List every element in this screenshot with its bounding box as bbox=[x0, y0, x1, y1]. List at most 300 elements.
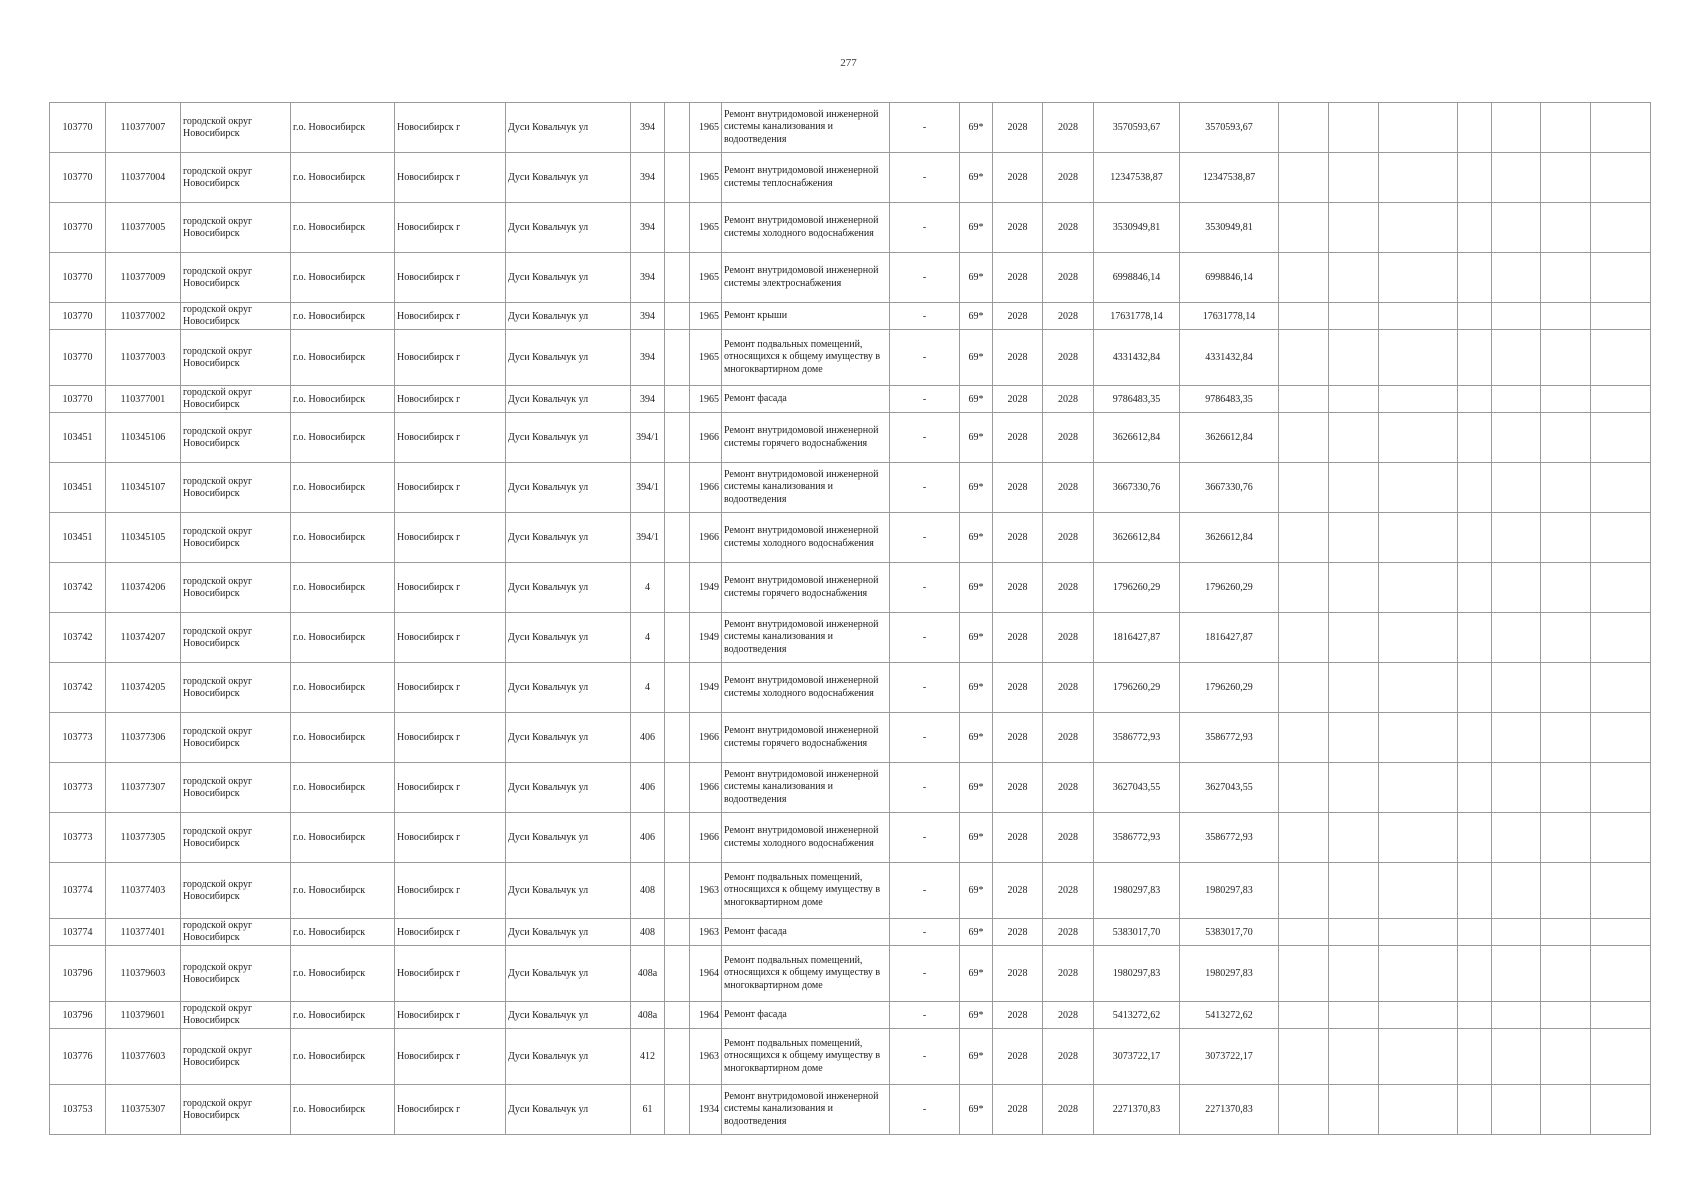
cell-amount: 17631778,14 bbox=[1094, 303, 1180, 330]
table-row bbox=[50, 103, 1651, 153]
table-row bbox=[50, 946, 1651, 1002]
cell-amount: 5413272,62 bbox=[1094, 1002, 1180, 1029]
cell-empty bbox=[1458, 386, 1492, 413]
cell-city: Новосибирск г bbox=[395, 813, 506, 863]
cell-district: г.о. Новосибирск bbox=[291, 713, 395, 763]
cell-amount: 3626612,84 bbox=[1094, 413, 1180, 463]
cell-district: г.о. Новосибирск bbox=[291, 153, 395, 203]
cell-house: 408а bbox=[631, 1002, 665, 1029]
cell-district: г.о. Новосибирск bbox=[291, 1002, 395, 1029]
cell-empty bbox=[1379, 946, 1458, 1002]
cell-empty bbox=[1492, 1029, 1541, 1085]
cell-extra bbox=[665, 330, 690, 386]
cell-empty bbox=[1379, 330, 1458, 386]
cell-house: 4 bbox=[631, 563, 665, 613]
cell-total: 3530949,81 bbox=[1180, 203, 1279, 253]
cell-city: Новосибирск г bbox=[395, 613, 506, 663]
cell-total: 4331432,84 bbox=[1180, 330, 1279, 386]
table-row bbox=[50, 563, 1651, 613]
cell-municipality: городской округ Новосибирск bbox=[181, 946, 291, 1002]
cell-empty bbox=[1279, 413, 1329, 463]
cell-empty bbox=[1492, 713, 1541, 763]
cell-street: Дуси Ковальчук ул bbox=[506, 813, 631, 863]
cell-street: Дуси Ковальчук ул bbox=[506, 330, 631, 386]
page-number: 277 bbox=[840, 57, 857, 69]
cell-id: 103742 bbox=[50, 613, 106, 663]
cell-empty bbox=[1541, 663, 1591, 713]
cell-id: 103796 bbox=[50, 1002, 106, 1029]
cell-empty bbox=[1379, 763, 1458, 813]
cell-year-start: 2028 bbox=[993, 863, 1043, 919]
cell-id: 103774 bbox=[50, 919, 106, 946]
table-row bbox=[50, 253, 1651, 303]
cell-empty bbox=[1379, 153, 1458, 203]
cell-empty bbox=[1279, 253, 1329, 303]
cell-empty bbox=[1541, 103, 1591, 153]
cell-city: Новосибирск г bbox=[395, 303, 506, 330]
cell-extra bbox=[665, 663, 690, 713]
table-row bbox=[50, 386, 1651, 413]
cell-empty bbox=[1329, 663, 1379, 713]
cell-empty bbox=[1329, 813, 1379, 863]
cell-id: 103796 bbox=[50, 946, 106, 1002]
cell-dash: - bbox=[890, 919, 960, 946]
cell-house: 394/1 bbox=[631, 413, 665, 463]
cell-code-69: 69* bbox=[960, 663, 993, 713]
cell-district: г.о. Новосибирск bbox=[291, 1085, 395, 1135]
cell-empty bbox=[1458, 1029, 1492, 1085]
cell-empty bbox=[1591, 613, 1651, 663]
cell-house: 394 bbox=[631, 386, 665, 413]
cell-house: 4 bbox=[631, 663, 665, 713]
cell-district: г.о. Новосибирск bbox=[291, 1029, 395, 1085]
cell-empty bbox=[1591, 330, 1651, 386]
cell-code-69: 69* bbox=[960, 919, 993, 946]
cell-street: Дуси Ковальчук ул bbox=[506, 919, 631, 946]
cell-work-type: Ремонт внутридомовой инженерной системы канализования и водоотведения bbox=[722, 613, 890, 663]
cell-work-type: Ремонт внутридомовой инженерной системы канализования и водоотведения bbox=[722, 463, 890, 513]
cell-extra bbox=[665, 763, 690, 813]
cell-empty bbox=[1458, 1085, 1492, 1135]
cell-amount: 9786483,35 bbox=[1094, 386, 1180, 413]
cell-empty bbox=[1379, 386, 1458, 413]
cell-amount: 3586772,93 bbox=[1094, 813, 1180, 863]
cell-empty bbox=[1591, 663, 1651, 713]
cell-work-type: Ремонт внутридомовой инженерной системы теплоснабжения bbox=[722, 153, 890, 203]
cell-work-type: Ремонт внутридомовой инженерной системы холодного водоснабжения bbox=[722, 663, 890, 713]
cell-year-end: 2028 bbox=[1043, 763, 1094, 813]
cell-empty bbox=[1379, 303, 1458, 330]
cell-empty bbox=[1279, 713, 1329, 763]
cell-empty bbox=[1279, 103, 1329, 153]
cell-extra bbox=[665, 103, 690, 153]
cell-empty bbox=[1591, 863, 1651, 919]
cell-id: 103773 bbox=[50, 713, 106, 763]
cell-amount: 3627043,55 bbox=[1094, 763, 1180, 813]
cell-code-69: 69* bbox=[960, 413, 993, 463]
cell-year-end: 2028 bbox=[1043, 613, 1094, 663]
cell-year-end: 2028 bbox=[1043, 463, 1094, 513]
cell-empty bbox=[1541, 563, 1591, 613]
cell-district: г.о. Новосибирск bbox=[291, 813, 395, 863]
cell-code: 110377603 bbox=[106, 1029, 181, 1085]
cell-city: Новосибирск г bbox=[395, 413, 506, 463]
cell-year: 1963 bbox=[690, 919, 722, 946]
cell-empty bbox=[1279, 863, 1329, 919]
cell-empty bbox=[1379, 253, 1458, 303]
cell-total: 1816427,87 bbox=[1180, 613, 1279, 663]
cell-empty bbox=[1541, 463, 1591, 513]
cell-empty bbox=[1379, 919, 1458, 946]
cell-empty bbox=[1458, 103, 1492, 153]
cell-municipality: городской округ Новосибирск bbox=[181, 203, 291, 253]
cell-year-start: 2028 bbox=[993, 813, 1043, 863]
cell-year-end: 2028 bbox=[1043, 1029, 1094, 1085]
table-row bbox=[50, 663, 1651, 713]
cell-year-end: 2028 bbox=[1043, 386, 1094, 413]
cell-house: 412 bbox=[631, 1029, 665, 1085]
cell-code-69: 69* bbox=[960, 463, 993, 513]
cell-empty bbox=[1492, 513, 1541, 563]
cell-city: Новосибирск г bbox=[395, 103, 506, 153]
cell-year: 1963 bbox=[690, 1029, 722, 1085]
table-row bbox=[50, 1085, 1651, 1135]
cell-year: 1966 bbox=[690, 713, 722, 763]
cell-empty bbox=[1458, 203, 1492, 253]
cell-street: Дуси Ковальчук ул bbox=[506, 303, 631, 330]
cell-empty bbox=[1541, 813, 1591, 863]
cell-district: г.о. Новосибирск bbox=[291, 763, 395, 813]
cell-empty bbox=[1279, 919, 1329, 946]
cell-empty bbox=[1591, 203, 1651, 253]
cell-year-end: 2028 bbox=[1043, 813, 1094, 863]
cell-year-end: 2028 bbox=[1043, 713, 1094, 763]
cell-work-type: Ремонт внутридомовой инженерной системы горячего водоснабжения bbox=[722, 563, 890, 613]
cell-code: 110377307 bbox=[106, 763, 181, 813]
cell-work-type: Ремонт крыши bbox=[722, 303, 890, 330]
cell-empty bbox=[1541, 763, 1591, 813]
cell-year-start: 2028 bbox=[993, 303, 1043, 330]
cell-extra bbox=[665, 463, 690, 513]
cell-house: 4 bbox=[631, 613, 665, 663]
cell-amount: 4331432,84 bbox=[1094, 330, 1180, 386]
cell-municipality: городской округ Новосибирск bbox=[181, 863, 291, 919]
cell-city: Новосибирск г bbox=[395, 863, 506, 919]
cell-year: 1966 bbox=[690, 813, 722, 863]
cell-empty bbox=[1329, 463, 1379, 513]
cell-code-69: 69* bbox=[960, 1029, 993, 1085]
cell-code: 110374207 bbox=[106, 613, 181, 663]
cell-empty bbox=[1492, 563, 1541, 613]
cell-empty bbox=[1379, 513, 1458, 563]
cell-house: 61 bbox=[631, 1085, 665, 1135]
cell-amount: 3586772,93 bbox=[1094, 713, 1180, 763]
cell-code-69: 69* bbox=[960, 203, 993, 253]
cell-extra bbox=[665, 863, 690, 919]
cell-empty bbox=[1458, 663, 1492, 713]
cell-empty bbox=[1329, 863, 1379, 919]
cell-amount: 1796260,29 bbox=[1094, 563, 1180, 613]
cell-empty bbox=[1279, 1002, 1329, 1029]
cell-dash: - bbox=[890, 386, 960, 413]
registry-table bbox=[49, 102, 1651, 1135]
cell-house: 406 bbox=[631, 713, 665, 763]
cell-empty bbox=[1329, 330, 1379, 386]
cell-extra bbox=[665, 203, 690, 253]
cell-work-type: Ремонт внутридомовой инженерной системы канализования и водоотведения bbox=[722, 103, 890, 153]
cell-code: 110375307 bbox=[106, 1085, 181, 1135]
cell-municipality: городской округ Новосибирск bbox=[181, 813, 291, 863]
cell-empty bbox=[1279, 1085, 1329, 1135]
cell-work-type: Ремонт фасада bbox=[722, 386, 890, 413]
cell-year-start: 2028 bbox=[993, 613, 1043, 663]
cell-empty bbox=[1541, 330, 1591, 386]
cell-city: Новосибирск г bbox=[395, 663, 506, 713]
cell-empty bbox=[1458, 463, 1492, 513]
cell-dash: - bbox=[890, 413, 960, 463]
cell-empty bbox=[1329, 253, 1379, 303]
cell-year-end: 2028 bbox=[1043, 1002, 1094, 1029]
cell-empty bbox=[1379, 103, 1458, 153]
cell-empty bbox=[1279, 386, 1329, 413]
cell-street: Дуси Ковальчук ул bbox=[506, 413, 631, 463]
cell-empty bbox=[1379, 1085, 1458, 1135]
cell-code-69: 69* bbox=[960, 303, 993, 330]
cell-empty bbox=[1279, 946, 1329, 1002]
cell-empty bbox=[1329, 563, 1379, 613]
cell-total: 1980297,83 bbox=[1180, 863, 1279, 919]
cell-city: Новосибирск г bbox=[395, 946, 506, 1002]
cell-code-69: 69* bbox=[960, 513, 993, 563]
cell-year-start: 2028 bbox=[993, 153, 1043, 203]
cell-empty bbox=[1492, 463, 1541, 513]
cell-empty bbox=[1279, 330, 1329, 386]
cell-empty bbox=[1492, 303, 1541, 330]
table-row bbox=[50, 203, 1651, 253]
cell-street: Дуси Ковальчук ул bbox=[506, 463, 631, 513]
cell-house: 394 bbox=[631, 153, 665, 203]
cell-year: 1966 bbox=[690, 763, 722, 813]
cell-municipality: городской округ Новосибирск bbox=[181, 1002, 291, 1029]
cell-year-start: 2028 bbox=[993, 386, 1043, 413]
cell-empty bbox=[1591, 563, 1651, 613]
cell-dash: - bbox=[890, 613, 960, 663]
cell-municipality: городской округ Новосибирск bbox=[181, 1029, 291, 1085]
cell-empty bbox=[1591, 1029, 1651, 1085]
cell-extra bbox=[665, 813, 690, 863]
cell-work-type: Ремонт внутридомовой инженерной системы канализования и водоотведения bbox=[722, 763, 890, 813]
cell-code-69: 69* bbox=[960, 763, 993, 813]
cell-dash: - bbox=[890, 946, 960, 1002]
cell-year-start: 2028 bbox=[993, 919, 1043, 946]
cell-work-type: Ремонт подвальных помещений, относящихся к общему имуществу в многоквартирном доме bbox=[722, 946, 890, 1002]
cell-year-start: 2028 bbox=[993, 946, 1043, 1002]
table-row bbox=[50, 919, 1651, 946]
cell-code-69: 69* bbox=[960, 330, 993, 386]
cell-municipality: городской округ Новосибирск bbox=[181, 303, 291, 330]
cell-total: 3667330,76 bbox=[1180, 463, 1279, 513]
cell-empty bbox=[1591, 386, 1651, 413]
cell-extra bbox=[665, 413, 690, 463]
cell-amount: 1816427,87 bbox=[1094, 613, 1180, 663]
cell-municipality: городской округ Новосибирск bbox=[181, 330, 291, 386]
cell-empty bbox=[1458, 563, 1492, 613]
cell-id: 103770 bbox=[50, 153, 106, 203]
cell-municipality: городской округ Новосибирск bbox=[181, 763, 291, 813]
cell-id: 103753 bbox=[50, 1085, 106, 1135]
cell-id: 103774 bbox=[50, 863, 106, 919]
cell-district: г.о. Новосибирск bbox=[291, 103, 395, 153]
cell-empty bbox=[1458, 330, 1492, 386]
cell-code-69: 69* bbox=[960, 1002, 993, 1029]
cell-city: Новосибирск г bbox=[395, 1085, 506, 1135]
cell-empty bbox=[1279, 663, 1329, 713]
cell-dash: - bbox=[890, 303, 960, 330]
cell-municipality: городской округ Новосибирск bbox=[181, 563, 291, 613]
cell-code: 110345106 bbox=[106, 413, 181, 463]
cell-dash: - bbox=[890, 813, 960, 863]
cell-year-end: 2028 bbox=[1043, 863, 1094, 919]
cell-id: 103770 bbox=[50, 303, 106, 330]
cell-street: Дуси Ковальчук ул bbox=[506, 1002, 631, 1029]
cell-work-type: Ремонт подвальных помещений, относящихся к общему имуществу в многоквартирном доме bbox=[722, 330, 890, 386]
cell-dash: - bbox=[890, 763, 960, 813]
table-row bbox=[50, 153, 1651, 203]
cell-empty bbox=[1458, 813, 1492, 863]
cell-year-end: 2028 bbox=[1043, 153, 1094, 203]
cell-street: Дуси Ковальчук ул bbox=[506, 1029, 631, 1085]
cell-dash: - bbox=[890, 863, 960, 919]
cell-amount: 3570593,67 bbox=[1094, 103, 1180, 153]
cell-empty bbox=[1591, 1085, 1651, 1135]
cell-year-end: 2028 bbox=[1043, 303, 1094, 330]
cell-empty bbox=[1379, 1002, 1458, 1029]
cell-empty bbox=[1329, 153, 1379, 203]
cell-empty bbox=[1279, 1029, 1329, 1085]
cell-dash: - bbox=[890, 153, 960, 203]
cell-empty bbox=[1379, 863, 1458, 919]
cell-empty bbox=[1492, 203, 1541, 253]
cell-year-end: 2028 bbox=[1043, 663, 1094, 713]
cell-year-start: 2028 bbox=[993, 513, 1043, 563]
cell-city: Новосибирск г bbox=[395, 919, 506, 946]
cell-empty bbox=[1458, 613, 1492, 663]
cell-city: Новосибирск г bbox=[395, 203, 506, 253]
cell-dash: - bbox=[890, 463, 960, 513]
cell-dash: - bbox=[890, 1085, 960, 1135]
cell-year: 1964 bbox=[690, 1002, 722, 1029]
cell-year-end: 2028 bbox=[1043, 946, 1094, 1002]
cell-empty bbox=[1329, 513, 1379, 563]
cell-empty bbox=[1329, 1085, 1379, 1135]
cell-work-type: Ремонт внутридомовой инженерной системы холодного водоснабжения bbox=[722, 813, 890, 863]
cell-empty bbox=[1458, 253, 1492, 303]
cell-year: 1934 bbox=[690, 1085, 722, 1135]
cell-empty bbox=[1492, 863, 1541, 919]
cell-city: Новосибирск г bbox=[395, 1029, 506, 1085]
cell-year-start: 2028 bbox=[993, 763, 1043, 813]
cell-total: 6998846,14 bbox=[1180, 253, 1279, 303]
cell-empty bbox=[1329, 103, 1379, 153]
cell-year-end: 2028 bbox=[1043, 513, 1094, 563]
cell-empty bbox=[1541, 386, 1591, 413]
cell-dash: - bbox=[890, 253, 960, 303]
cell-district: г.о. Новосибирск bbox=[291, 386, 395, 413]
cell-year: 1965 bbox=[690, 153, 722, 203]
cell-amount: 3073722,17 bbox=[1094, 1029, 1180, 1085]
cell-district: г.о. Новосибирск bbox=[291, 303, 395, 330]
cell-work-type: Ремонт фасада bbox=[722, 919, 890, 946]
table-row bbox=[50, 1029, 1651, 1085]
cell-empty bbox=[1591, 919, 1651, 946]
cell-year: 1964 bbox=[690, 946, 722, 1002]
cell-empty bbox=[1379, 613, 1458, 663]
cell-total: 3570593,67 bbox=[1180, 103, 1279, 153]
cell-id: 103451 bbox=[50, 513, 106, 563]
table-row bbox=[50, 413, 1651, 463]
cell-empty bbox=[1329, 613, 1379, 663]
cell-empty bbox=[1329, 303, 1379, 330]
cell-id: 103770 bbox=[50, 103, 106, 153]
cell-id: 103742 bbox=[50, 663, 106, 713]
table-row bbox=[50, 463, 1651, 513]
table-row bbox=[50, 813, 1651, 863]
cell-house: 406 bbox=[631, 763, 665, 813]
cell-work-type: Ремонт внутридомовой инженерной системы канализования и водоотведения bbox=[722, 1085, 890, 1135]
cell-year-end: 2028 bbox=[1043, 919, 1094, 946]
cell-empty bbox=[1379, 203, 1458, 253]
cell-empty bbox=[1492, 386, 1541, 413]
cell-empty bbox=[1279, 303, 1329, 330]
cell-municipality: городской округ Новосибирск bbox=[181, 1085, 291, 1135]
cell-total: 3073722,17 bbox=[1180, 1029, 1279, 1085]
cell-year: 1965 bbox=[690, 386, 722, 413]
cell-empty bbox=[1591, 513, 1651, 563]
cell-work-type: Ремонт внутридомовой инженерной системы горячего водоснабжения bbox=[722, 413, 890, 463]
cell-year-start: 2028 bbox=[993, 463, 1043, 513]
cell-empty bbox=[1541, 153, 1591, 203]
cell-empty bbox=[1591, 763, 1651, 813]
cell-code: 110377306 bbox=[106, 713, 181, 763]
cell-year-start: 2028 bbox=[993, 713, 1043, 763]
cell-district: г.о. Новосибирск bbox=[291, 946, 395, 1002]
cell-empty bbox=[1279, 203, 1329, 253]
cell-amount: 2271370,83 bbox=[1094, 1085, 1180, 1135]
cell-code: 110377305 bbox=[106, 813, 181, 863]
cell-empty bbox=[1541, 413, 1591, 463]
cell-amount: 1980297,83 bbox=[1094, 863, 1180, 919]
cell-house: 394 bbox=[631, 253, 665, 303]
cell-extra bbox=[665, 386, 690, 413]
cell-district: г.о. Новосибирск bbox=[291, 863, 395, 919]
cell-code-69: 69* bbox=[960, 253, 993, 303]
cell-code-69: 69* bbox=[960, 386, 993, 413]
cell-municipality: городской округ Новосибирск bbox=[181, 613, 291, 663]
cell-empty bbox=[1329, 946, 1379, 1002]
cell-code: 110345107 bbox=[106, 463, 181, 513]
cell-empty bbox=[1492, 813, 1541, 863]
cell-street: Дуси Ковальчук ул bbox=[506, 513, 631, 563]
cell-id: 103451 bbox=[50, 463, 106, 513]
cell-empty bbox=[1379, 563, 1458, 613]
cell-code: 110377007 bbox=[106, 103, 181, 153]
cell-empty bbox=[1279, 563, 1329, 613]
cell-street: Дуси Ковальчук ул bbox=[506, 253, 631, 303]
cell-id: 103773 bbox=[50, 763, 106, 813]
cell-amount: 3626612,84 bbox=[1094, 513, 1180, 563]
cell-house: 394 bbox=[631, 103, 665, 153]
cell-code: 110377403 bbox=[106, 863, 181, 919]
